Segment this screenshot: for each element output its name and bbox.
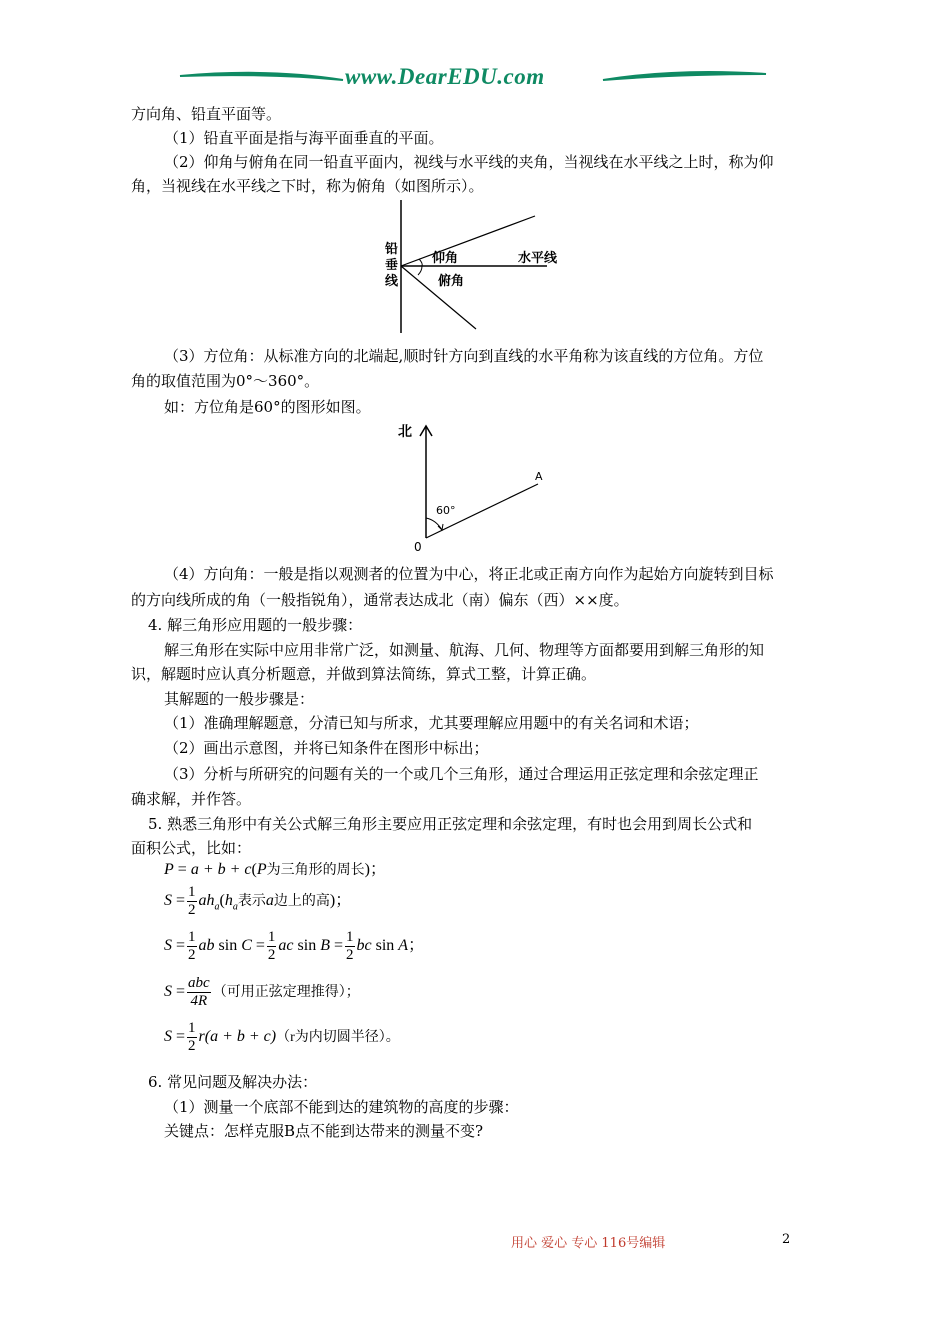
formula-fraction [267,929,277,964]
formula-symbol: A [398,937,409,955]
elevation-depression-figure [375,195,575,340]
formula-area-circumradius [164,975,360,1010]
formula-note: （r为内切圆半径）。 [276,1030,400,1046]
formula-symbol: S [164,937,172,955]
formula-punct: ； [335,892,352,910]
formula-expression: bc [356,937,372,955]
formula-expression: ab [198,937,215,955]
page-number: 2 [782,1232,791,1247]
formula-equals: = [251,937,265,955]
formula-punct: ； [408,937,425,955]
formula-equals: = [329,937,343,955]
text-line: 6. 常见问题及解决办法： [148,1073,318,1091]
sight-line-up [401,216,535,266]
fraction-denominator: 2 [346,947,354,963]
horizontal-label: 水平线 [518,251,558,266]
vertical-label-char: 铅 [385,242,399,257]
formula-area-height [164,884,351,919]
text-line: 识，解题时应认真分析题意，并做到算法简练，算式工整，计算正确。 [131,665,597,683]
formula-fraction [187,929,197,964]
formula-function: sin [375,937,395,955]
formula-note: （可用正弦定理推得）； [212,985,360,1001]
fraction-numerator: 1 [188,929,196,945]
formula-note: 边上的高 [273,894,330,910]
fraction-numerator: 1 [188,1020,196,1036]
formula-equals: = [172,983,186,1001]
formula-expression: a + b + c [190,861,252,878]
fraction-denominator: 2 [188,1038,196,1054]
footer-note: 用心 爱心 专心 116号编辑 [511,1236,666,1251]
formula-fraction [187,1020,197,1055]
text-line: （2）画出示意图，并将已知条件在图形中标出； [164,739,489,757]
formula-paren: ) [329,892,336,910]
elevation-arc [419,259,422,266]
formula-equals: = [172,937,186,955]
text-line: 解三角形在实际中应用非常广泛，如测量、航海、几何、物理等方面都要用到解三角形的知 [164,641,765,659]
formula-function: sin [297,937,317,955]
point-a-label: A [535,470,543,483]
formula-symbol: a [265,892,274,910]
formula-symbol: S [164,1028,172,1046]
azimuth-figure [390,418,560,558]
text-line: 方向角、铅直平面等。 [131,105,282,123]
text-line: （3）分析与所研究的问题有关的一个或几个三角形，通过合理运用正弦定理和余弦定理正 [164,765,759,783]
fraction-numerator: 1 [267,929,276,945]
formula-perimeter [164,859,386,882]
formula-expression: ah [198,892,215,910]
fraction-numerator: 1 [346,929,354,945]
formula-paren: ( [251,861,257,878]
banner-left-swoosh [180,73,343,80]
banner-right-swoosh [603,72,766,80]
formula-note: 为三角形的周长 [266,863,365,878]
formula-fraction [187,975,211,1010]
formula-equals: = [173,861,191,878]
text-line: （2）仰角与俯角在同一铅直平面内，视线与水平线的夹角，当视线在水平线之上时，称为仰 [164,153,774,171]
formula-note: 表示 [237,894,266,910]
text-line: 角的取值范围为0°～360°。 [131,372,320,390]
formula-symbol: S [164,892,172,910]
text-line: 4. 解三角形应用题的一般步骤： [148,616,363,634]
fraction-denominator: 2 [188,902,196,918]
formula-fraction [345,929,355,964]
formula-symbol: h [224,892,233,910]
formula-symbol: S [164,983,172,1001]
fraction-denominator: 2 [267,947,276,963]
text-line: 角，当视线在水平线之下时，称为俯角（如图所示）。 [131,177,484,195]
vertical-label-char: 线 [385,274,399,289]
text-line: 确求解，并作答。 [131,790,252,808]
formula-fraction [187,884,197,919]
vertical-label-char: 垂 [385,258,399,273]
formula-paren: ) [364,861,370,878]
formula-function: sin [218,937,238,955]
text-line: （1）准确理解题意，分清已知与所求，尤其要理解应用题中的有关名词和术语； [164,714,699,732]
site-title[interactable]: www.DearEDU.com [345,64,545,89]
fraction-numerator: abc [188,975,210,991]
fraction-denominator: 2 [188,947,196,963]
depression-arc [418,266,422,275]
text-line: （4）方向角：一般是指以观测者的位置为中心，将正北或正南方向作为起始方向旋转到目标 [164,565,774,583]
text-line: 面积公式，比如： [131,839,252,857]
formula-area-inradius [164,1020,400,1055]
text-line: （1）铅直平面是指与海平面垂直的平面。 [164,129,444,147]
formula-expression: r(a + b + c) [198,1028,277,1046]
formula-subscript: a [232,901,238,913]
formula-symbol: P [164,861,174,878]
fraction-numerator: 1 [188,884,196,900]
origin-label: 0 [414,540,422,554]
text-line: 的方向线所成的角（一般指锐角），通常表达成北（南）偏东（西）××度。 [131,591,629,609]
north-label: 北 [398,424,412,440]
formula-equals: = [172,1028,186,1046]
fraction-denominator: 4R [190,993,208,1009]
formula-equals: = [172,892,186,910]
text-line: 其解题的一般步骤是： [164,690,315,708]
text-line: 关键点：怎样克服B点不能到达带来的测量不变? [164,1122,484,1140]
text-line: 如：方位角是60°的图形如图。 [164,398,371,416]
formula-punct: ； [369,861,386,878]
elevation-label: 仰角 [432,251,459,266]
depression-label: 俯角 [438,274,465,289]
formula-area-sine [164,929,424,964]
text-line: （1）测量一个底部不能到达的建筑物的高度的步骤： [164,1098,519,1116]
text-line: 5. 熟悉三角形中有关公式解三角形主要应用正弦定理和余弦定理，有时也会用到周长公式和 [148,815,753,833]
formula-symbol: C [241,937,252,955]
formula-paren: ( [219,892,225,910]
angle-label: 60° [436,504,456,517]
formula-expression: ac [278,937,294,955]
formula-symbol: P [256,861,267,878]
formula-subscript: a [214,901,220,913]
formula-symbol: B [320,937,330,955]
text-line: （3）方位角：从标准方向的北端起,顺时针方向到直线的水平角称为该直线的方位角。方位 [164,347,764,365]
